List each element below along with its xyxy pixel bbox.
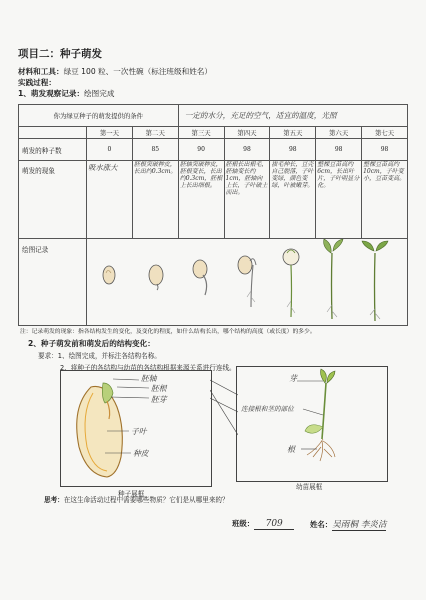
phenomenon-cell: 胚轴突破种皮，胚根变长，长出约0.3cm，胚根上长出细根。 [178, 161, 224, 239]
seedling-frame-caption: 幼苗展框 [296, 483, 323, 491]
seedling-frame [236, 366, 388, 482]
section1-heading: 1、萌发观察记录： [18, 89, 85, 98]
day-header: 第一天 [87, 127, 133, 139]
days-row [19, 127, 408, 139]
connection-lines [210, 370, 238, 450]
seed-label-coat: 种皮 [133, 449, 149, 458]
drawing-day6-seedling [324, 239, 343, 319]
drawing-row [19, 239, 408, 326]
class-field [232, 518, 294, 530]
day-header: 第七天 [362, 127, 408, 139]
section1-instruction: 绘图完成 [84, 89, 115, 98]
phenomenon-cell: 整棵豆苗高约6cm，长出叶片，子叶明显分化。 [316, 161, 362, 239]
count-value: 98 [224, 139, 270, 161]
think-label: 思考： [44, 496, 64, 504]
seedling-drawings [87, 239, 408, 323]
section2-heading: 2、种子萌发前和萌发后的结构变化： [28, 339, 155, 348]
drawing-label: 绘图记录 [19, 239, 87, 326]
conditions-row [19, 105, 408, 127]
drawing-area [87, 239, 408, 326]
seedling-label-root: 根 [287, 445, 295, 454]
day-header: 第六天 [316, 127, 362, 139]
drawing-day5-seedling [283, 249, 299, 317]
day-header: 第三天 [178, 127, 224, 139]
drawing-day1-bean [103, 266, 115, 284]
drawing-day4-sprout [238, 256, 256, 307]
seedling-label-bud: 芽 [289, 374, 297, 383]
name-label: 姓名： [310, 520, 333, 529]
section1-line [18, 88, 114, 99]
materials-label: 材料和工具： [18, 67, 64, 76]
materials-text: 绿豆 100 粒、一次性碗（标注班级和姓名） [63, 67, 212, 76]
seedling-label-junction: 连接根和茎的部位 [241, 405, 294, 413]
name-value: 吴雨桐 李炎洁 [332, 520, 387, 530]
day-header: 第五天 [270, 127, 316, 139]
drawing-day2-sprout [149, 265, 163, 290]
condition-label: 你为绿豆种子的萌发提供的条件 [19, 105, 179, 127]
class-label: 班级： [232, 519, 255, 528]
drawing-day7-seedling [362, 241, 388, 321]
day-header: 第四天 [224, 127, 270, 139]
seed-label-plumule: 胚芽 [151, 395, 167, 404]
days-corner-cell [19, 127, 87, 139]
think-text: 在这生命活动过程中需要哪些物质？它们是从哪里来的？ [63, 496, 229, 504]
count-value: 98 [270, 139, 316, 161]
seedling-drawing [237, 367, 387, 481]
requirements-line [38, 350, 161, 360]
condition-value: 一定的水分，充足的空气，适宜的温度，光照 [178, 105, 407, 127]
count-row [19, 139, 408, 161]
day-header: 第二天 [132, 127, 178, 139]
requirements-label: 要求： [38, 352, 58, 360]
phenomenon-cell: 吸水涨大 [87, 161, 133, 239]
requirement-2: 2、将种子的各结构与幼苗的各结构根据来源关系进行连线。 [60, 364, 236, 372]
seed-frame [60, 370, 212, 487]
table-note: 注：记录萌发的现象：指各结构发生的变化，及变化的程度，如什么结构长出，哪个结构的高度（或长度）的多少。 [20, 329, 316, 335]
page-title: 项目二：种子萌发 [18, 48, 102, 60]
name-field [310, 518, 386, 531]
class-value: 709 [254, 519, 294, 530]
seed-frame-caption: 种子展框 [118, 490, 145, 498]
requirement-1: 1、绘图完成，并标注各结构名称。 [57, 352, 161, 360]
count-value: 85 [132, 139, 178, 161]
count-value: 98 [316, 139, 362, 161]
count-value: 90 [178, 139, 224, 161]
seed-label-radicle: 胚根 [151, 384, 167, 393]
process-label: 实践过程： [18, 78, 56, 87]
count-label: 萌发的种子数 [19, 139, 87, 161]
drawing-day3-sprout [193, 260, 207, 295]
seed-label-cotyledon: 子叶 [131, 427, 147, 436]
observation-table [18, 104, 408, 326]
materials-line [18, 66, 212, 77]
think-line [44, 494, 229, 504]
phenomenon-cell: 胚根长出根毛，胚轴变长约1cm，胚轴向上长，子叶破土而出。 [224, 161, 270, 239]
count-value: 0 [87, 139, 133, 161]
phenomenon-row [19, 161, 408, 239]
phenomenon-cell: 胚根突破种皮，长出约0.3cm。 [132, 161, 178, 239]
count-value: 98 [362, 139, 408, 161]
phenomenon-cell: 拔毛伸长，豆壳自己脱落，子叶变绿，颜色变绿，叶被嫩芽。 [270, 161, 316, 239]
seed-label-hypocotyl: 胚轴 [141, 374, 157, 383]
phenomenon-label: 萌发的现象 [19, 161, 87, 239]
phenomenon-cell: 整棵豆苗高约10cm，子叶变小，豆苗变高。 [362, 161, 408, 239]
